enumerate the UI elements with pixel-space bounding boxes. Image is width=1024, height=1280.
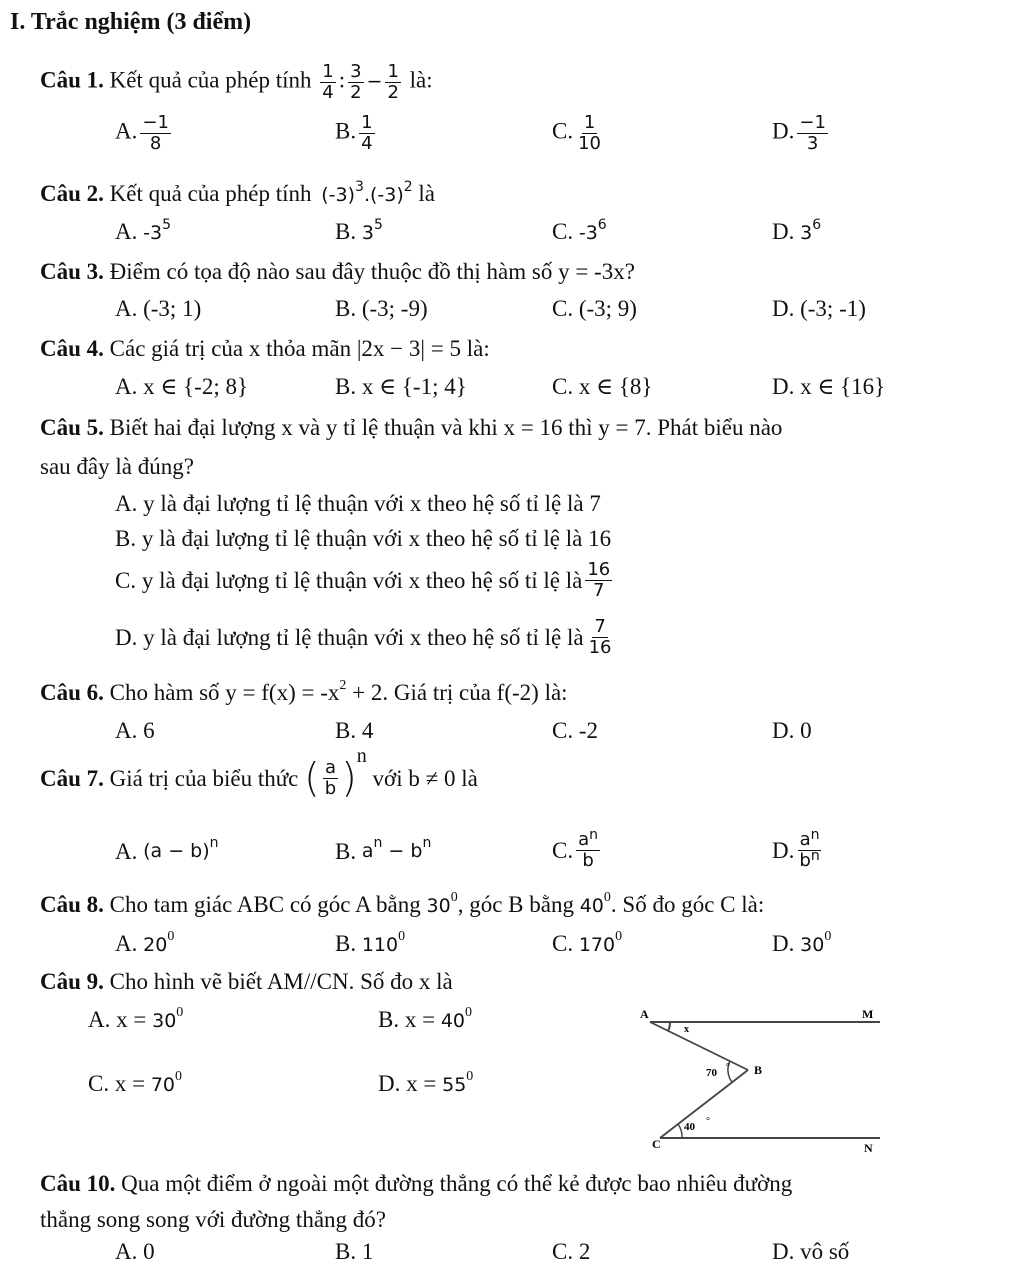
segment-ab (650, 1022, 748, 1070)
question-3: Câu 3. Điểm có tọa độ nào sau đây thuộc đồ thị hàm số y = -3x? (40, 259, 635, 284)
option-4d: D. x ∈ {16} (772, 374, 886, 399)
option-8c: C. $170^0$ (552, 929, 623, 956)
fraction: $\frac{1}{2}$ (387, 61, 399, 103)
option-9a: A. $x = 30^0$ (88, 1005, 184, 1032)
option-5d: D. y là đại lượng tỉ lệ thuận với x theo hệ số tỉ lệ là $\frac{7}{16}$ (115, 616, 612, 658)
option-7d: D. $\frac{a^n}{b^n}$ (772, 827, 820, 871)
option-6b: B. 4 (335, 718, 374, 743)
option-9c: C. $x = 70^0$ (88, 1069, 183, 1096)
fraction: $\frac{1}{4}$ (322, 61, 334, 103)
option-3c: C. (-3; 9) (552, 296, 637, 321)
label-angle-70: 70 (706, 1067, 717, 1079)
option-7c: C. $\frac{a^n}{b}$ (552, 827, 598, 871)
option-10a: A. 0 (115, 1239, 155, 1264)
angle-x-arc (668, 1022, 670, 1031)
label-m: M (862, 1007, 874, 1021)
question-6: Câu 6. Cho hàm số $y = f(x) = -x^2 + 2$. Giá trị của f(-2) là: (40, 678, 568, 705)
question-8: Câu 8. Cho tam giác ABC có góc A bằng $30^0$, góc B bằng $40^0$. Số đo góc C là: (40, 890, 765, 917)
question-10: Câu 10. Qua một điểm ở ngoài một đường thẳng có thể kẻ được bao nhiêu đường (40, 1171, 793, 1196)
question-10-cont: thẳng song song với đường thẳng đó? (40, 1207, 386, 1232)
question-7: Câu 7. Giá trị của biểu thức ( $\frac{a}{b}$ )$^n$ với b ≠ 0 là (40, 745, 478, 802)
option-4b: B. x ∈ {-1; 4} (335, 374, 467, 399)
option-6d: D. 0 (772, 718, 812, 743)
option-3a: A. (-3; 1) (115, 296, 202, 321)
label-deg-40: ° (706, 1116, 710, 1127)
question-5: Câu 5. Biết hai đại lượng x và y tỉ lệ thuận và khi x = 16 thì y = 7. Phát biểu nào (40, 415, 783, 440)
section-title: I. Trắc nghiệm (3 điểm) (10, 9, 252, 35)
option-4a: A. x ∈ {-2; 8} (115, 374, 249, 399)
question-2: Câu 2. Kết quả của phép tính $(-3)^3.(-3)^2$ là (40, 179, 436, 206)
option-2b: B. $3^5$ (335, 217, 383, 244)
question-5-cont: sau đây là đúng? (40, 454, 194, 479)
option-1a: A. $\frac{-1}{8}$ (115, 112, 169, 154)
option-7a: A. $(a - b)^n$ (115, 835, 219, 865)
option-1c: C. $\frac{1}{10}$ (552, 112, 601, 154)
option-7b: B. $a^n - b^n$ (335, 835, 432, 865)
fraction: $\frac{3}{2}$ (350, 61, 362, 103)
option-9b: B. $x = 40^0$ (378, 1005, 473, 1032)
label-angle-40: 40 (684, 1121, 695, 1133)
option-2c: C. $-3^6$ (552, 217, 607, 244)
option-10d: D. vô số (772, 1239, 850, 1264)
option-10b: B. 1 (335, 1239, 374, 1264)
option-5c: C. y là đại lượng tỉ lệ thuận với x theo hệ số tỉ lệ là $\frac{16}{7}$ (115, 559, 611, 601)
option-9d: D. $x = 55^0$ (378, 1069, 474, 1096)
question-1: Câu 1. Kết quả của phép tính $\frac{1}{4}$ : $\frac{3}{2}$ − $\frac{1}{2}$ là: (40, 61, 433, 103)
option-8a: A. $20^0$ (115, 929, 175, 956)
label-b: B (754, 1063, 763, 1077)
option-4c: C. x ∈ {8} (552, 374, 653, 399)
option-2a: A. $-3^5$ (115, 217, 171, 244)
geometry-figure (630, 1000, 890, 1160)
option-5b: B. y là đại lượng tỉ lệ thuận với x theo hệ số tỉ lệ là 16 (115, 526, 612, 551)
option-8b: B. $110^0$ (335, 929, 406, 956)
angle-c-arc (678, 1124, 682, 1138)
option-6a: A. 6 (115, 718, 155, 743)
label-a: A (640, 1007, 649, 1021)
question-label: Câu 1. (40, 67, 104, 93)
option-2d: D. $3^6$ (772, 217, 822, 244)
question-9: Câu 9. Cho hình vẽ biết AM//CN. Số đo x là (40, 969, 453, 994)
label-deg-70: ° (726, 1062, 730, 1073)
label-n: N (864, 1141, 873, 1155)
option-3b: B. (-3; -9) (335, 296, 428, 321)
option-3d: D. (-3; -1) (772, 296, 866, 321)
option-6c: C. -2 (552, 718, 598, 743)
option-8d: D. $30^0$ (772, 929, 832, 956)
option-1d: D. $\frac{-1}{3}$ (772, 112, 826, 154)
question-4: Câu 4. Các giá trị của x thỏa mãn |2x − 3| = 5 là: (40, 336, 490, 361)
label-x: x (684, 1024, 689, 1035)
question-text: Kết quả của phép tính (109, 67, 312, 93)
segment-bc (660, 1070, 748, 1138)
option-1b: B. $\frac{1}{4}$ (335, 112, 373, 154)
label-c: C (652, 1137, 661, 1151)
option-10c: C. 2 (552, 1239, 591, 1264)
option-5a: A. y là đại lượng tỉ lệ thuận với x theo hệ số tỉ lệ là 7 (115, 491, 601, 516)
